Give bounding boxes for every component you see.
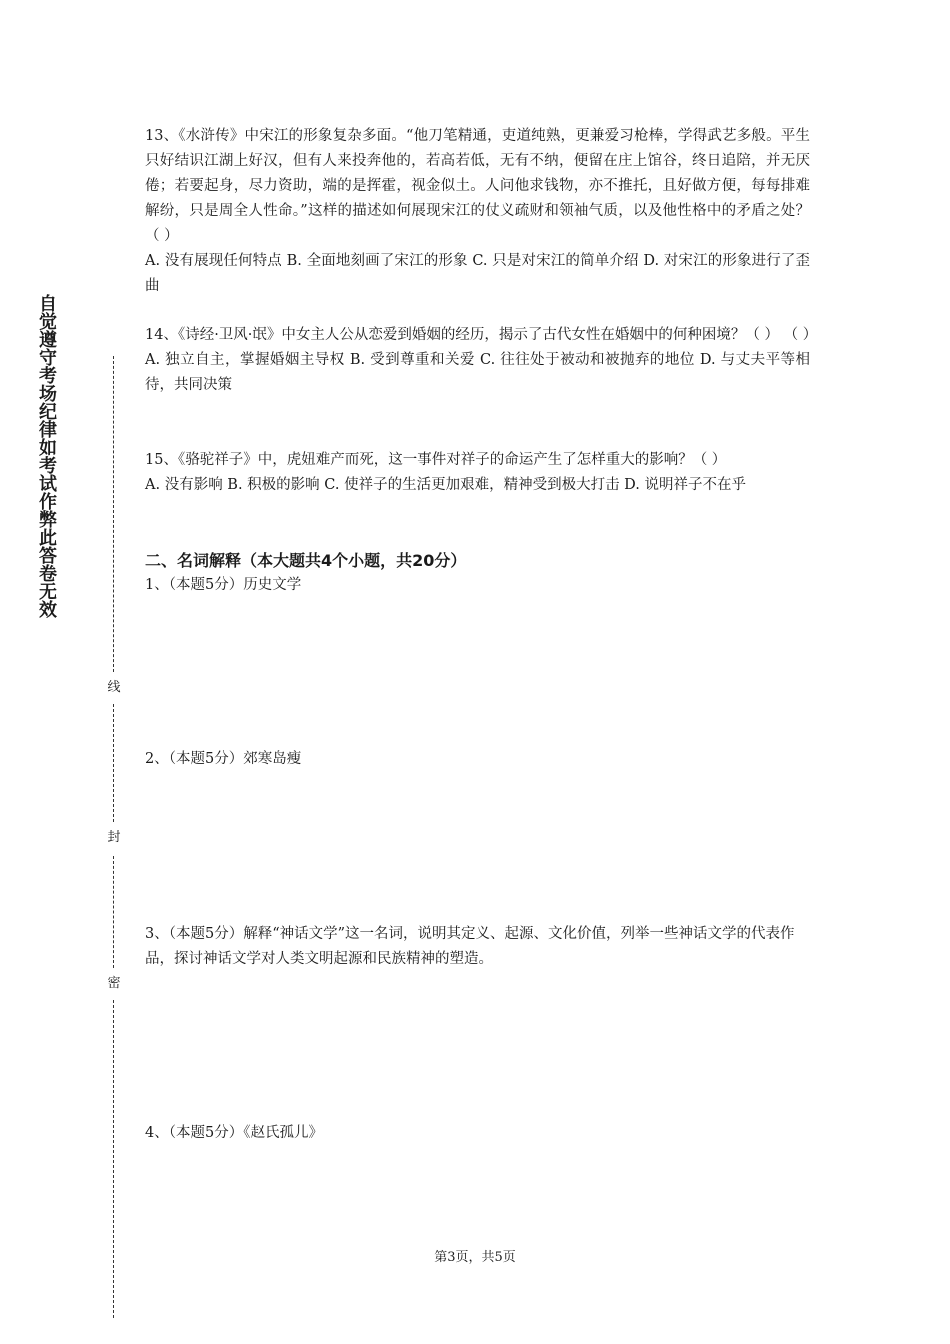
question-14-options: A. 独立自主，掌握婚姻主导权 B. 受到尊重和关爱 C. 往往处于被动和被抛弃的地位 D. 与丈夫平等相待，共同决策 <box>145 352 810 393</box>
exam-discipline-notice: 自觉遵守考场纪律如考试作弊此答卷无效 <box>36 294 57 618</box>
question-13-options: A. 没有展现任何特点 B. 全面地刻画了宋江的形象 C. 只是对宋江的简单介绍 D. 对宋江的形象进行了歪曲 <box>145 253 810 294</box>
seal-line-segment <box>113 704 114 822</box>
term-item-4: 4、（本题5分）《赵氏孤儿》 <box>145 1125 323 1141</box>
seal-line-segment <box>113 856 114 968</box>
question-15-stem: 15、《骆驼祥子》中，虎妞难产而死，这一事件对祥子的命运产生了怎样重大的影响？（ ） <box>145 452 727 468</box>
question-13 <box>145 124 810 299</box>
question-14-stem: 14、《诗经·卫风·氓》中女主人公从恋爱到婚姻的经历，揭示了古代女性在婚姻中的何种困境？（ ） （ ） <box>145 327 818 343</box>
seal-line-segment <box>113 1000 114 1318</box>
seal-char-seal: 封 <box>107 830 121 845</box>
term-item-3: 3、（本题5分）解释“神话文学”这一名词，说明其定义、起源、文化价值，列举一些神话文学的代表作品，探讨神话文学对人类文明起源和民族精神的塑造。 <box>145 926 795 967</box>
question-15-options: A. 没有影响 B. 积极的影响 C. 使祥子的生活更加艰难，精神受到极大打击 D. 说明祥子不在乎 <box>145 477 747 493</box>
seal-char-secret: 密 <box>107 976 121 991</box>
term-item-1: 1、（本题5分）历史文学 <box>145 577 302 593</box>
question-14 <box>145 323 818 398</box>
seal-line-segment <box>113 356 114 672</box>
question-13-stem: 13、《水浒传》中宋江的形象复杂多面。“他刀笔精通，吏道纯熟，更兼爱习枪棒，学得武艺多般。平生只好结识江湖上好汉，但有人来投奔他的，若高若低，无有不纳，便留在庄上馆谷，终日追陪，并无厌倦；若要起身，尽力资助，端的是挥霍，视金似土。人问他求钱物，亦不推托，且好做方便，每每排难解纷，只是周全人性命。”这样的描述如何展现宋江的仗义疏财和领袖气质，以及他性格中的矛盾之处？（ ） <box>145 128 810 244</box>
term-item-2: 2、（本题5分）郊寒岛瘦 <box>145 751 302 767</box>
page-number: 第3页，共5页 <box>434 1250 516 1265</box>
seal-char-line: 线 <box>107 680 121 695</box>
question-15 <box>145 448 810 498</box>
section-2-title: 二、名词解释（本大题共4个小题，共20分） <box>145 551 467 570</box>
